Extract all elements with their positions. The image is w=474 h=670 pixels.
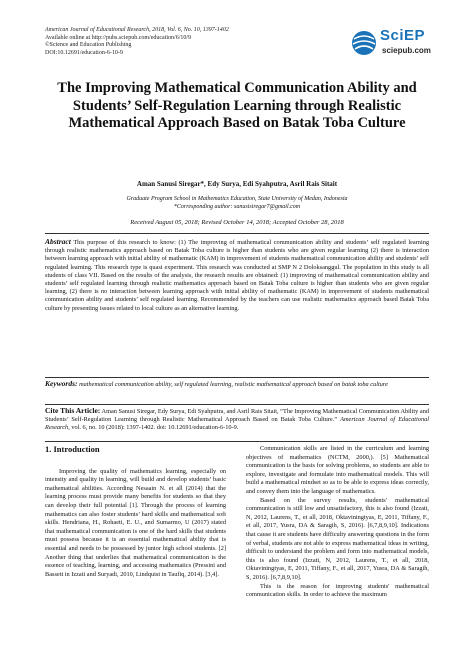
divider-body	[45, 441, 429, 442]
cite-text-before: Aman Sanusi Siregar, Edy Surya, Edi Syahputra, and Asril Rais Sitait, “The Improving Mathematical Communication Ability and Students’ Self-Regulation Learning through Realistic Mathematical Approach Based on Batak Toba Culture.”	[45, 408, 429, 424]
sciep-globe-icon	[350, 29, 378, 57]
publisher-line: ©Science and Education Publishing	[45, 42, 132, 49]
doi-line: DOI:10.12691/education-6-10-9	[45, 49, 123, 56]
journal-url-line[interactable]: Available online at http://pubs.sciepub.com/education/6/10/9	[45, 34, 192, 41]
right-column	[246, 445, 429, 600]
abstract-text: This purpose of this research to know: (1) The improving of mathematical communication ability and students’ self regulated learning through realistic mathematics approach based on Batak Toba culture is higher than students who are given regular learning (2) there is interaction between learning approach with initial ability of mathematic (KAM) in improvement of students mathematical communication ability and students’ self regulated learning. This research type is quasi experiment. This research was conducted at SMP N 2 Doloksanggul. The population in this study is all students of class VII. Based on the results of the analysis, the research results are obtained: (1) improving of mathematical communication ability and students’ self regulated learning through realistic mathematics approach based on Batak Toba culture is higher than students who are given regular learning, (2) there is no interaction between learning approach with initial ability of mathematic (KAM) in improvement of students mathematical communication ability and students’ self regulated learning. Recommended by the teachers can use realistic mathematics approach based Batak Toba culture by presenting issues related to local culture as an alternative learning.	[45, 239, 429, 312]
divider-keywords	[45, 377, 429, 378]
introduction-heading: 1. Introduction	[45, 444, 100, 454]
affiliation-line: Graduate Program School in Mathematics Education, State University of Medan, Indonesia	[126, 196, 348, 202]
logo-site: sciepub.com	[382, 46, 431, 55]
keywords-label: Keywords:	[45, 379, 78, 388]
journal-header	[45, 27, 335, 57]
intro-paragraph-3: Based on the survey results, students' mathematical communication is still low and unsatisfactory, this is also found (Izzati, N, 2012, Laurens, T., et all, 2018, Oktaviningtyas, E, 2011, Tiffany, F., et all, 2017, Yusra, DA & Saragih, S, 2016). [6,7,8,9,10]. Indications that cause it are students have difficulty answering questions in the form of verbal, students are not able to express mathematical ideas in writing, difficult to understand the problem and form into mathematical models, this is also found (Izzati, N, 2012, Laurens, T., et all, 2018, Oktaviningtyas, E, 2011, Tiffany, F., et all, 2017, Yusra, DA & Saragih, S, 2016). [6,7,8,9,10].	[246, 496, 429, 581]
sciep-logo	[350, 27, 430, 61]
keywords-text: mathematical communication ability, self regulated learning, realistic mathematical approach based on batak toba culture	[79, 381, 388, 388]
divider-cite	[45, 404, 429, 405]
logo-name: SciEP	[380, 27, 426, 44]
affiliation-block	[30, 195, 444, 211]
intro-paragraph-2: Communication skills are listed in the curriculum and learning objectives of mathematics (NCTM, 2000,). [5] Mathematical communication is the basis for solving problems, so students are able to explore, investigate and formulate into mathematical models. This will build a mathematical mindset so as to be able to express ideas correctly, and convey them into the language of mathematics.	[246, 445, 429, 495]
cite-text-after: , vol. 6, no. 10 (2018): 1397-1402. doi: 10.12691/education-6-10-9.	[68, 424, 239, 432]
abstract-label: Abstract	[45, 237, 71, 246]
cite-journal-name: American Journal of Educational Research	[45, 416, 429, 432]
keywords-section	[45, 380, 429, 389]
corresponding-author-line: *Corresponding author: sanusisiregar7@gmail.com	[173, 204, 301, 210]
intro-paragraph-4: This is the reason for improving students' mathematical communication skills. In order to achieve the maximum	[246, 582, 429, 599]
divider-top	[45, 233, 429, 234]
authors-line: Aman Sanusi Siregar*, Edy Surya, Edi Syahputra, Asril Rais Sitait	[136, 180, 338, 188]
intro-paragraph-1: Improving the quality of mathematics learning, especially on intensity and quality in learning, will build and develop students’ basic mathematical abilities. According Nesaain N. et all (2014) that the learning process must provide many benefits for students so that they can develop their full potential [1]. Through the process of learning mathematics can also foster students’ hard skills and mathematical soft skills. Hendriana, H., Rohaeti, E. U., and Sumarmo, U (2017) stated that mathematical communication is one of the hard skills that students must possess because it is an essential mathematical ability that is essential and needs to be possessed by junior high school students. [2] Another thing that underlies that mathematical communication is the essence of teaching, learning, and accessing mathematics (Pressini and Bassett in Izzati and Suryadi, 2010, Lindquist in Taufiq, 2014). [3,4].	[45, 467, 226, 578]
cite-label: Cite This Article:	[45, 406, 101, 415]
abstract-section	[45, 238, 429, 313]
paper-title: The Improving Mathematical Communication Ability and Students’ Self-Regulation Learning through Realistic Mathematical Approach Based on Batak Toba Culture	[57, 80, 417, 131]
received-dates: Received August 05, 2018; Revised October 14, 2018; Accepted October 28, 2018	[130, 219, 344, 226]
journal-citation-line: American Journal of Educational Research, 2018, Vol. 6, No. 10, 1397-1402	[45, 27, 229, 33]
cite-section	[45, 407, 429, 433]
left-column	[45, 445, 226, 579]
